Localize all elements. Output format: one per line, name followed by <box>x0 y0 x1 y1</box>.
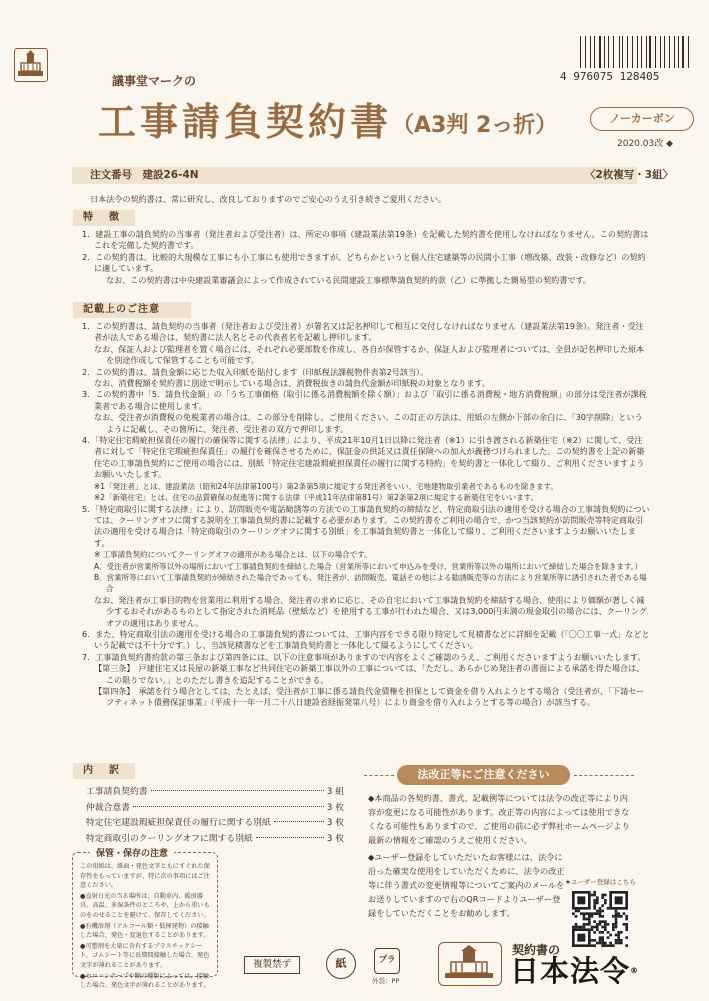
qr-module <box>615 912 618 915</box>
note-item: なお、受注者が消費税の免税業者の場合は、この部分を削除し、ご使用ください。この訂正の方法は、用紙の左側か下部の余白に、「30字削除」というように記載し、その箇所に、発注者、受注者の双方で押印します。 <box>94 412 643 434</box>
qr-module <box>620 942 623 945</box>
qr-module <box>601 910 604 913</box>
contents-quantity: 3 枚 <box>326 833 344 844</box>
qr-module <box>588 912 591 915</box>
diamond-icon: ◆ <box>663 139 674 149</box>
note-item: A．受注者が営業所等以外の場所において工事請負契約を締結した場合（営業所等において申込みを受け、営業所等以外の場所において締結した場合を除きます。） <box>94 561 642 571</box>
brand-name-text: 日本法令 <box>510 954 631 988</box>
qr-module <box>617 931 620 934</box>
qr-module <box>575 926 578 929</box>
barcode-bar <box>620 36 621 68</box>
barcode-bar <box>597 36 598 68</box>
qr-module <box>596 912 599 915</box>
barcode-bar <box>586 36 588 68</box>
barcode-bar <box>648 36 649 68</box>
barcode-bar <box>680 36 681 68</box>
barcode-bar <box>657 36 658 68</box>
barcode <box>580 36 692 70</box>
legal-heading: 法改正等にご注意ください <box>397 765 570 785</box>
qr-module <box>625 928 628 931</box>
qr-module <box>588 920 591 923</box>
page-title: 工事請負契約書 <box>98 100 393 144</box>
storage-item: ●直射日光の当る場所は、自動車内、暖房器具、高温、多湿条件のところや、上から重いものをのせることを避けて、保存してください。 <box>80 892 210 919</box>
barcode-number: 4 976075 128405 <box>560 70 660 83</box>
note-item: ※1「発注者」とは、建設業法（昭和24年法律第100号）第2条第5項に規定する発注者をいい、宅地建物取引業者であるものを除きます。 <box>94 481 558 491</box>
intro-text: 日本法令の契約書は、常に研究し、改良しておりますのでご安心のうえ引き続きご愛用ください。 <box>90 194 447 204</box>
qr-module <box>591 928 594 931</box>
qr-module <box>601 915 604 918</box>
legal-divider-left <box>364 775 394 776</box>
qr-module <box>609 934 612 937</box>
storage-item: ●有機溶剤（アルコール類・低揮発物）の接触した場合、発色・変退色することがあります。 <box>80 922 210 940</box>
qr-module <box>615 915 618 918</box>
qr-module <box>612 944 615 947</box>
qr-module <box>596 923 599 926</box>
features-heading: 特 徴 <box>73 210 135 226</box>
qr-module <box>593 907 596 910</box>
qr-module <box>593 902 596 905</box>
note-item: 5．「特定商取引に関する法律」により、訪問販売や電話勧誘等の方法での工事請負契約の締結など、特定商取引法の適用を受ける場合の工事請負契約については、クーリングオフに関する説明を工事請負契約書に記載する必要があります。この契約書をご利用の場合で、かつ当該契約が訪問販売等特定商取引法の適用を受ける場合は「特定商取引のクーリングオフに関する別紙」を工事請負契約書と一体化して綴り、ご利用くださいますようお願いいたします。 <box>82 503 650 548</box>
barcode-bar <box>599 36 601 68</box>
qr-caption: ★ユーザー登録はこちら <box>565 878 636 886</box>
qr-code[interactable] <box>572 891 628 947</box>
qr-module <box>593 899 596 902</box>
brand-caption: 契約書の <box>512 943 561 957</box>
qr-module <box>615 939 618 942</box>
qr-module <box>601 944 604 947</box>
copies-label: 〈2枚複写・3組〉 <box>585 169 674 181</box>
qr-module <box>625 926 628 929</box>
barcode-bar <box>641 36 642 68</box>
qr-module <box>601 904 604 907</box>
barcode-bar <box>664 36 665 68</box>
revision-text: 2020.03改 <box>617 139 664 149</box>
barcode-bar <box>592 36 593 68</box>
qr-module <box>577 910 580 913</box>
barcode-bar <box>690 36 691 68</box>
barcode-bar <box>606 36 607 68</box>
qr-module <box>615 942 618 945</box>
barcode-bar <box>629 36 630 68</box>
qr-module <box>607 931 610 934</box>
barcode-bar <box>585 36 586 68</box>
barcode-bar <box>653 36 654 68</box>
note-item: 【第四条】 承諾を行う場合としては、たとえば、受注者が工事に係る請負代金債権を担保として資金を借り入れようとする場合（受注者が、「下請セーフティネット債務保証事業」（平成十一年一月二十八日建設省経振発第八号）により資金を借り入れようとする等の場合）が該当する。 <box>94 686 645 708</box>
leader-dots <box>256 837 324 838</box>
qr-module <box>599 912 602 915</box>
note-item: ※ 工事請負契約についてクーリングオフの適用がある場合とは、以下の場合です。 <box>94 550 372 560</box>
barcode-bar <box>637 36 638 68</box>
qr-module <box>612 926 615 929</box>
barcode-bar <box>639 36 640 68</box>
recycle-pp-icon: プラ <box>378 955 396 965</box>
note-item: なお、保証人および監理者を置く場合には、それぞれ必要部数を作成し、各自が保管するか、保証人および監理者については、全員が記名押印した原本を別途作成して保管することも可能です。 <box>94 343 645 366</box>
qr-module <box>599 923 602 926</box>
qr-module <box>604 902 607 905</box>
note-item: ※2「新築住宅」とは、住宅の品質確保の促進等に関する法律（平成11年法律第81号）第2条第2項に規定する新築住宅をいいます。 <box>94 493 539 503</box>
qr-module <box>580 926 583 929</box>
qr-module <box>625 923 628 926</box>
qr-module <box>583 926 586 929</box>
recycle-paper-mark <box>326 949 356 979</box>
qr-module <box>591 939 594 942</box>
legal-paragraph-1: ◆本商品の各契約書、書式、記載例等については法令の改正等により内容が変更になる可能性があります。改正等の内容によっては使用できなくなる可能性もありますので、ご使用の前に必ず弊社ホームページより最新の情報をご確認のうえご使用ください。 <box>368 793 630 845</box>
qr-module <box>593 920 596 923</box>
contents-table <box>86 785 344 847</box>
qr-module <box>599 939 602 942</box>
qr-module <box>585 918 588 921</box>
qr-module <box>585 923 588 926</box>
contents-label: 特定商取引のクーリングオフに関する別紙 <box>86 833 253 844</box>
barcode-bar <box>611 36 612 68</box>
barcode-bar <box>580 36 581 68</box>
qr-module <box>599 910 602 913</box>
order-number: 注文番号 建設26-4N <box>90 169 199 181</box>
note-item: なお、発注者が工事目的物を営業用に利用する場合、発注者の求めに応じ、その自宅において工事請負契約を締結する場合、使用により価額が著しく減少するおそれがあるものとして指定された消耗品（壁紙など）を使用する工事が行われた場合、又は3,000円未満の現金取引の場合には、クーリングオフの適用はありません。 <box>94 594 648 628</box>
qr-module <box>609 942 612 945</box>
qr-module <box>580 912 583 915</box>
qr-module <box>623 912 626 915</box>
note-item: 6．また、特定商取引法の適用を受ける場合の工事請負契約書については、工事内容をできる限り特定して見積書などに詳細を記載（「〇〇工事一式」などという記載では不十分です。）し、当該見積書などを工事請負契約書と一体化して綴るようにしてください。 <box>82 628 650 651</box>
barcode-bar <box>602 36 603 68</box>
qr-module <box>601 926 604 929</box>
qr-module <box>591 944 594 947</box>
qr-module <box>615 918 618 921</box>
qr-module <box>575 910 578 913</box>
contents-quantity: 3 枚 <box>326 818 344 828</box>
qr-module <box>599 931 602 934</box>
barcode-bar <box>583 36 584 68</box>
qr-module <box>625 936 628 939</box>
note-item: 4．「特定住宅瑕疵担保責任の履行の確保等に関する法律」により、平成21年10月1日以降に発注者（※1）に引き渡される新築住宅（※2）に関して、受注者に対して「特定住宅瑕疵担保責任」の履行を確保させるために、保証金の供託又は責任保険への加入が義務づけられました。この契約書を上記の新築住宅の工事請負契約にご使用の場合には、別紙「特定住宅建設瑕疵担保責任の履行に関する特約」を契約書と一体化して綴り、ご利用くださいますようお願いいたします。 <box>82 435 645 480</box>
logo-caption: 議事堂マークの <box>112 74 197 88</box>
qr-module <box>625 915 628 918</box>
page-title-suffix: （A3判 2っ折） <box>392 113 558 138</box>
qr-module <box>604 899 607 902</box>
qr-module <box>601 896 604 899</box>
recycle-pp-mark <box>374 948 400 974</box>
qr-module <box>615 923 618 926</box>
qr-module <box>604 923 607 926</box>
capitol-icon <box>439 943 499 983</box>
qr-module <box>615 934 618 937</box>
qr-module <box>617 942 620 945</box>
qr-module <box>593 926 596 929</box>
note-item: なお、消費税額を契約書に別途で明示している場合は、消費税抜きの請負代金額が印紙税の対象となります。 <box>94 378 490 389</box>
qr-module <box>604 944 607 947</box>
barcode-bar <box>674 36 675 68</box>
note-item: B．営業所等において工事請負契約が締結された場合であっても、発注者が、訪問販売、電話その他による勧誘販売等の方法により営業所等に誘引された者である場合 <box>94 572 647 594</box>
storage-list <box>80 862 212 992</box>
qr-code-image <box>572 891 628 947</box>
qr-module <box>588 915 591 918</box>
qr-module <box>615 926 618 929</box>
barcode-bar <box>678 36 679 68</box>
barcode-bar <box>642 36 643 68</box>
qr-module <box>601 931 604 934</box>
barcode-bar <box>646 36 647 68</box>
qr-module <box>593 912 596 915</box>
barcode-bar <box>619 36 620 68</box>
barcode-bar <box>604 36 605 68</box>
qr-module <box>615 920 618 923</box>
barcode-bar <box>685 36 686 68</box>
qr-finder-center <box>615 896 623 904</box>
note-item: 2．この契約書は、請負金額に応じた収入印紙を貼付します（印紙税法課税物件表第2号該当）。 <box>82 366 429 377</box>
barcode-bar <box>688 36 689 68</box>
barcode-bar <box>613 36 614 68</box>
qr-module <box>591 926 594 929</box>
qr-module <box>620 915 623 918</box>
storage-item: ●可塑剤を大量に含有するプラスチックシート、ゴムシート等に長期間接触した場合、発色文字が薄れることがあります。 <box>80 942 210 969</box>
qr-module <box>591 912 594 915</box>
barcode-bar <box>682 36 684 68</box>
qr-module <box>577 926 580 929</box>
qr-module <box>583 923 586 926</box>
capitol-logo <box>14 48 48 82</box>
qr-module <box>620 939 623 942</box>
qr-module <box>599 915 602 918</box>
qr-module <box>612 915 615 918</box>
qr-module <box>607 923 610 926</box>
qr-module <box>604 926 607 929</box>
note-item: 1．この契約書は、請負契約の当事者（発注者および受注者）が署名又は記名押印して相互に交付しなければなりません（建設業法第19条）。発注者・受注者が法人である場合は、契約書に法人名とその代表者名を記載し押印します。 <box>82 321 644 343</box>
qr-module <box>601 936 604 939</box>
qr-module <box>604 942 607 945</box>
qr-module <box>583 912 586 915</box>
qr-module <box>617 915 620 918</box>
qr-module <box>572 912 575 915</box>
qr-finder-center <box>577 934 585 942</box>
no-carbon-badge: ノーカーボン <box>590 107 694 131</box>
qr-module <box>588 923 591 926</box>
qr-module <box>612 923 615 926</box>
qr-module <box>575 923 578 926</box>
contents-row <box>86 816 344 832</box>
barcode-bar <box>608 36 609 68</box>
qr-module <box>607 944 610 947</box>
barcode-bar <box>594 36 595 68</box>
barcode-bar <box>655 36 656 68</box>
barcode-bar <box>625 36 626 68</box>
contents-label: 工事請負契約書 <box>86 787 148 797</box>
qr-module <box>623 923 626 926</box>
contents-label: 特定住宅建設瑕疵担保責任の履行に関する別紙 <box>86 818 271 828</box>
qr-module <box>604 920 607 923</box>
barcode-bar <box>669 36 670 68</box>
barcode-bar <box>666 36 668 68</box>
qr-module <box>601 939 604 942</box>
leader-dots <box>133 806 324 807</box>
barcode-bar <box>622 36 623 68</box>
barcode-bar <box>671 36 672 68</box>
note-item: 3．この契約書中「5．請負代金額」の「うち工事価格（取引に係る消費税額を除く額）」および「取引に係る消費税・地方消費税額」の部分は受注者が課税業者である場合に使用します。 <box>82 389 647 411</box>
qr-module <box>596 902 599 905</box>
qr-module <box>617 939 620 942</box>
qr-finder-center <box>577 896 585 904</box>
qr-module <box>601 894 604 897</box>
qr-module <box>599 920 602 923</box>
qr-module <box>585 912 588 915</box>
contents-row <box>86 832 344 848</box>
qr-module <box>625 944 628 947</box>
qr-module <box>575 915 578 918</box>
qr-module <box>588 918 591 921</box>
feature-item: 2．この契約書は、比較的大規模な工事にも小工事にも使用できますが、どちらかというと個人住宅建築等の民間小工事（増改築、改装・改修など）の契約に適しています。 <box>82 251 646 274</box>
notes-heading: 記載上のご注意 <box>73 302 191 318</box>
barcode-bar <box>632 36 633 68</box>
notes-list <box>82 321 650 709</box>
qr-module <box>609 944 612 947</box>
leader-dots <box>151 790 324 791</box>
recycle-paper-icon: 紙 <box>335 957 347 970</box>
qr-module <box>572 926 575 929</box>
contents-row <box>86 785 344 801</box>
qr-module <box>625 918 628 921</box>
brand-name <box>510 954 639 988</box>
leader-dots <box>274 821 324 822</box>
qr-module <box>596 899 599 902</box>
feature-item: 1．建設工事の請負契約の当事者（発注者および受注者）は、所定の事項（建設業法第19条）を記載した契約書を使用しなければなりません。この契約書はこれを完備した契約書です。 <box>82 229 649 251</box>
qr-module <box>596 910 599 913</box>
qr-module <box>599 907 602 910</box>
qr-module <box>593 904 596 907</box>
storage-item: この用紙は、紙面・発色文字ともにすぐれた保存性をもっていますが、特に次の事項にはご注意ください。 <box>80 863 210 890</box>
barcode-bar <box>627 36 628 68</box>
qr-module <box>583 915 586 918</box>
brand-logo <box>438 942 502 986</box>
qr-module <box>591 915 594 918</box>
qr-module <box>612 928 615 931</box>
qr-module <box>599 936 602 939</box>
qr-module <box>593 891 596 894</box>
qr-module <box>593 944 596 947</box>
barcode-bar <box>590 36 591 68</box>
qr-module <box>615 910 618 913</box>
storage-heading: 保管・保存の注意 <box>90 846 174 859</box>
no-copy-badge: 複製禁ず <box>244 956 300 974</box>
qr-module <box>607 907 610 910</box>
qr-module <box>591 894 594 897</box>
qr-module <box>596 942 599 945</box>
qr-module <box>593 931 596 934</box>
qr-module <box>617 936 620 939</box>
barcode-bar <box>660 36 661 68</box>
features-list <box>82 229 650 286</box>
qr-module <box>604 894 607 897</box>
contents-quantity: 3 組 <box>326 787 344 797</box>
legal-divider-right <box>574 775 634 776</box>
capitol-icon <box>15 49 46 80</box>
revision <box>617 136 673 149</box>
barcode-bar <box>634 36 636 68</box>
barcode-bar <box>676 36 677 68</box>
qr-module <box>617 934 620 937</box>
barcode-bar <box>661 36 662 68</box>
qr-module <box>607 936 610 939</box>
qr-module <box>599 942 602 945</box>
storage-item: ●セロハンテープや糊の種類によっては、接触した場合、発色文字が薄れることがあります。 <box>80 972 210 990</box>
contents-row <box>86 801 344 817</box>
qr-module <box>617 912 620 915</box>
registered-icon: ® <box>630 966 640 975</box>
legal-paragraph-2: ◆ユーザー登録をしていただいたお客様には、法令に沿った確実な使用をしていただくために、法令の改正等に伴う書式の変更情報等についてご案内のメールをお送りしていますので右のQRコードよりユーザー登録をしていただくことをお勧めします。 <box>368 852 565 918</box>
barcode-bar <box>649 36 651 68</box>
qr-module <box>604 928 607 931</box>
contents-label: 仲裁合意書 <box>86 802 130 813</box>
note-item: 7．工事請負契約書約款の第三条および第四条には、以下の注意事項がありますので内容をよくご確認のうえ、ご利用くださいますようお願いいたします。 <box>82 651 646 662</box>
qr-module <box>620 931 623 934</box>
contents-quantity: 3 枚 <box>326 802 344 813</box>
qr-module <box>596 896 599 899</box>
note-item: 【第三条】 戸建住宅又は長屋の新築工事など共同住宅の新築工事以外の工事については、「ただし、あらかじめ発注者の書面による承諾を得た場合は、この限りでない。」とのただし書きを追記することができる。 <box>94 663 645 685</box>
feature-item: なお、この契約書は中央建設業審議会によって作成されている民間建設工事標準請負契約約款（乙）に準拠した簡易型の契約書です。 <box>106 274 591 285</box>
qr-module <box>596 928 599 931</box>
barcode-bar <box>615 36 617 68</box>
qr-module <box>593 939 596 942</box>
pp-caption: 外袋：PP <box>372 977 400 985</box>
qr-module <box>601 920 604 923</box>
qr-module <box>601 942 604 945</box>
contents-heading: 内 訳 <box>73 763 135 779</box>
qr-module <box>593 894 596 897</box>
qr-module <box>583 918 586 921</box>
qr-module <box>596 926 599 929</box>
